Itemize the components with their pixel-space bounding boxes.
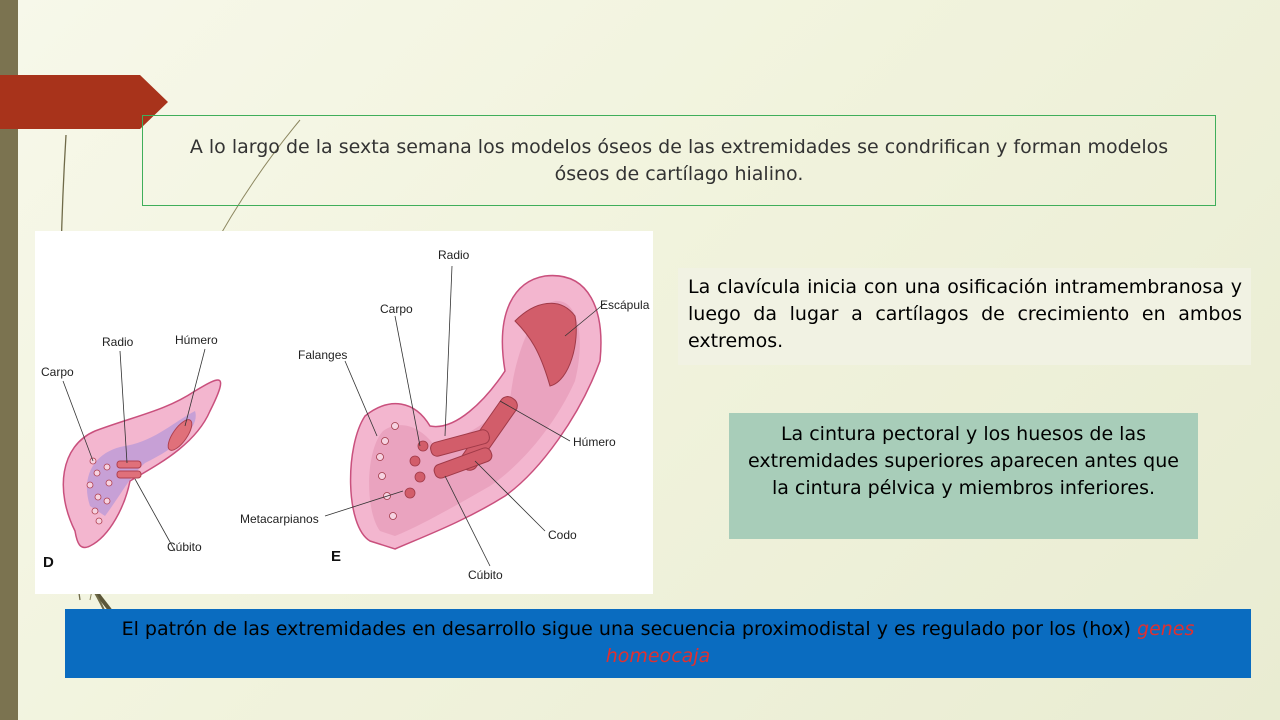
label-d-humero: Húmero	[175, 333, 218, 347]
label-e-carpo: Carpo	[380, 302, 413, 316]
label-e-humero: Húmero	[573, 435, 616, 449]
label-d-carpo: Carpo	[41, 365, 74, 379]
panel-d-limb	[63, 380, 220, 548]
patron-text: El patrón de las extremidades en desarrollo sigue una secuencia proximodistal y es regulado por los (hox)	[121, 618, 1131, 640]
clavicula-text: La clavícula inicia con una osificación intramembranosa y luego da lugar a cartílagos de crecimiento en ambos extremos.	[688, 276, 1242, 352]
cintura-box	[729, 413, 1198, 539]
label-e-radio: Radio	[438, 248, 470, 262]
clavicula-box	[678, 268, 1251, 365]
label-d-cubito: Cúbito	[167, 540, 202, 554]
cintura-text: La cintura pectoral y los huesos de las extremidades superiores aparecen antes que la cintura pélvica y miembros inferiores.	[748, 423, 1179, 499]
label-d-radio: Radio	[102, 335, 134, 349]
title-text: A lo largo de la sexta semana los modelos óseos de las extremidades se condrifican y forman modelos óseos de cartílago hialino.	[189, 135, 1169, 185]
label-e-falanges: Falanges	[298, 348, 348, 362]
panel-e-letter: E	[331, 548, 342, 565]
patron-box	[65, 609, 1251, 678]
limb-development-figure	[35, 231, 653, 594]
patron-highlight: genes homeocaja	[605, 618, 1195, 667]
panel-d-letter: D	[43, 554, 54, 571]
title-box	[142, 115, 1216, 206]
label-e-cubito: Cúbito	[468, 568, 503, 582]
label-e-metacarpianos: Metacarpianos	[240, 512, 319, 526]
panel-e-limb	[351, 276, 601, 549]
limb-illustration	[35, 231, 653, 594]
label-e-codo: Codo	[548, 528, 577, 542]
label-e-escapula: Escápula	[600, 298, 650, 312]
